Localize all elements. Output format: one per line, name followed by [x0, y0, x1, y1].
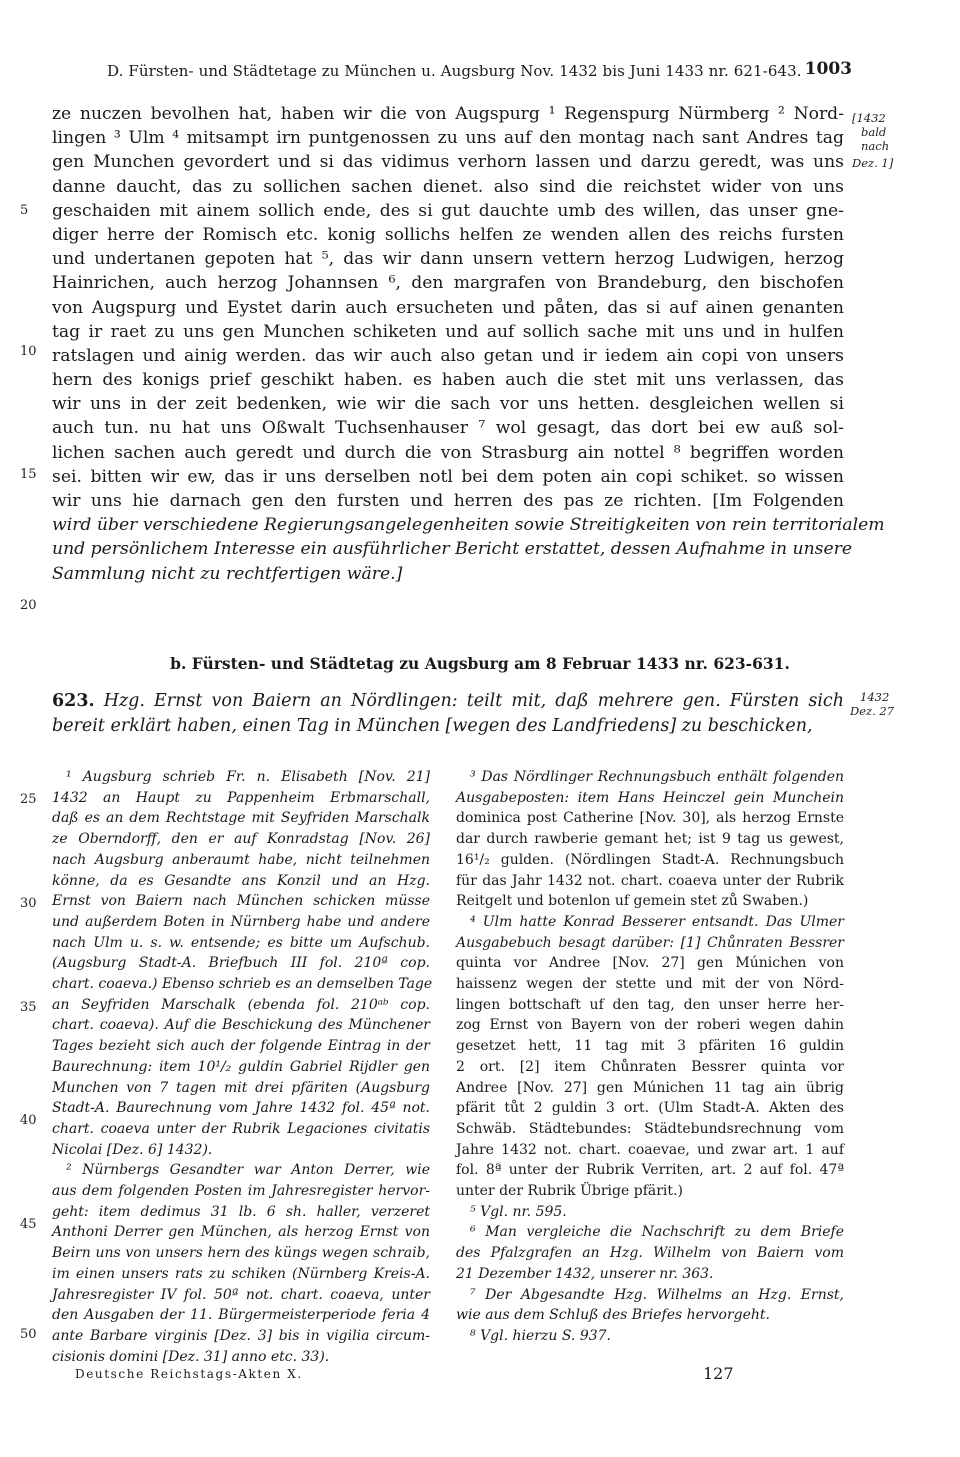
footnote-line: ze Oberndorff, den er auf Konradstag [Nov. 26]: [52, 831, 430, 848]
footnote-line: ⁸ Vgl. hierzu S. 937.: [470, 1327, 611, 1344]
footnote-line: im einen unsers rats zu schiken (Nürnberg Kreis-A.: [52, 1265, 430, 1282]
footnote-line: wie aus dem Schluß des Briefes hervorgeht.: [456, 1307, 771, 1324]
margin-note-line: nach: [861, 139, 890, 153]
footnote-line: und außerdem Boten in Nürnberg habe und andere: [52, 913, 430, 930]
margin-note-line: Dez. 27: [850, 704, 895, 718]
footnote-line: fol. 8ª unter der Rubrik Verriten, art. 2 auf fol. 47ª: [456, 1162, 844, 1179]
footnote-line: Ausgabebuch besagt darüber: [1] Chůnraten Bessrer: [456, 934, 844, 951]
margin-note-line: Dez. 1]: [852, 156, 894, 170]
regest-line: [52, 689, 844, 714]
footnote-line: nach Ulm u. s. w. entsende; es bitte um Aufschub.: [52, 934, 430, 951]
footnote-line: ⁶ Man vergleiche die Nachschrift zu dem Briefe: [470, 1224, 844, 1241]
footnote-line: geht: item dedimus 31 lb. 6 sh. haller, verzeret: [52, 1203, 430, 1220]
footnote-line: 1432 an Haupt zu Pappenheim Erbmarschall,: [52, 789, 430, 806]
main-text-line: und undertanen gepoten hat ⁵, das wir dann unsern vettern herzog Ludwigen, herzog: [52, 249, 844, 270]
regest-line: bereit erklärt haben, einen Tag in München [wegen des Landfriedens] zu beschicken,: [52, 715, 813, 736]
line-number-20: 20: [20, 598, 37, 613]
footnote-line: 21 Dezember 1432, unserer nr. 363.: [456, 1265, 714, 1282]
document-number: 623.: [52, 691, 95, 711]
main-text-line: sei. bitten wir ew, das ir uns derselben notl bei dem poten ain copi schiket. so wissen: [52, 466, 844, 487]
footnote-line: zog Ernst von Bayern von der roberi wegen dahin: [456, 1017, 844, 1034]
footnote-line: für das Jahr 1432 not. chart. coaeva unter der Rubrik: [456, 872, 844, 889]
main-text-line: gen Munchen gevordert und si das vidimus verhorn lassen und darzu geredt, was uns: [52, 152, 844, 173]
footnote-line: haissenz wegen der stette und mit der von Nörd-: [456, 976, 844, 993]
line-number-5: 5: [20, 203, 29, 218]
footnote-line: lingen bottschaft uf den tag, den unser herre her-: [456, 996, 844, 1013]
footnote-line: chart. coaeva unter der Rubrik Legaciones civitatis: [52, 1120, 430, 1137]
main-text-line: wir uns in der zeit bedenken, wie wir die sach vor uns hetten. desgleichen wellen si: [52, 394, 844, 415]
footnote-line: dar durch rawberie gemant het; ist 9 tag us gewest,: [456, 831, 844, 848]
main-text-line: tag ir raet zu uns gen Munchen schiketen und auf sollich sache mit uns und in hulfen: [52, 321, 844, 342]
line-number-25: 25: [20, 792, 37, 807]
footnote-line: (Augsburg Stadt-A. Briefbuch III fol. 210ª cop.: [52, 955, 430, 972]
main-text-line: und persönlichem Interesse ein ausführlicher Bericht erstattet, dessen Aufnahme in unsere: [52, 539, 853, 560]
signature-number: 127: [703, 1364, 734, 1383]
footnote-line: Jahre 1432 not. chart. coaevae, und zwar art. 1 auf: [456, 1141, 844, 1158]
main-text-line: Sammlung nicht zu rechtfertigen wäre.]: [52, 563, 403, 584]
running-title: D. Fürsten- und Städtetage zu München u. Augsburg Nov. 1432 bis Juni 1433 nr. 621-643.: [107, 62, 802, 80]
footnote-line: cisionis domini [Dez. 31] anno etc. 33).: [52, 1348, 330, 1365]
margin-note-line: 1432: [860, 690, 890, 704]
footnote-line: ¹ Augsburg schrieb Fr. n. Elisabeth [Nov. 21]: [66, 769, 430, 785]
footnote-line: ⁵ Vgl. nr. 595.: [470, 1203, 567, 1220]
section-heading: b. Fürsten- und Städtetag zu Augsburg am 8 Februar 1433 nr. 623-631.: [170, 654, 790, 673]
footnote-line: aus dem folgenden Posten im Jahresregister hervor-: [52, 1183, 430, 1200]
footnote-line: ³ Das Nördlinger Rechnungsbuch enthält folgenden: [470, 769, 844, 785]
footnote-line: Anthoni Derrer gen München, als herzog Ernst von: [52, 1224, 430, 1241]
footnote-line: Reitgelt und botenlon uf gemein stet zů Swaben.): [456, 893, 809, 910]
footnote-line: unter der Rubrik Übrige pfärit.): [456, 1183, 683, 1200]
footnote-line: ² Nürnbergs Gesandter war Anton Derrer, wie: [66, 1162, 430, 1179]
document-regest: [52, 689, 844, 738]
line-number-30: 30: [20, 896, 37, 911]
footnote-line: den Ausgaben der 11. Bürgermeisterperiode feria 4: [52, 1307, 430, 1324]
margin-date-note: [852, 111, 893, 170]
footnote-line: ⁷ Der Abgesandte Hzg. Wilhelms an Hzg. Ernst,: [470, 1286, 844, 1303]
main-text-line: wir uns hie darnach gen den fursten und herren des pas ze richten. [Im Folgenden: [52, 491, 844, 511]
footnote-line: daß es an dem Rechtstage mit Seyfriden Marschalk: [52, 810, 430, 827]
footnote-line: 16¹/₂ gulden. (Nördlingen Stadt-A. Rechnungsbuch: [456, 851, 844, 868]
margin-date-doc: [850, 690, 895, 718]
footnote-line: Munchen von 7 tagen mit drei pfäriten (Augsburg: [52, 1079, 430, 1096]
main-text-line: wird über verschiedene Regierungsangelegenheiten sowie Streitigkeiten von rein territorialem: [52, 515, 885, 536]
footnotes-left-column: [52, 767, 433, 1367]
line-number-10: 10: [20, 344, 37, 359]
footnote-line: nach Augsburg anberaumt habe, nicht teilnehmen: [52, 851, 430, 868]
footnote-line: ⁴ Ulm hatte Konrad Besserer entsandt. Das Ulmer: [470, 913, 844, 930]
footnote-line: Andree [Nov. 27] gen Múnichen 11 tag ain übrig: [456, 1079, 844, 1096]
line-number-45: 45: [20, 1217, 37, 1232]
main-text-line: geschaiden mit ainem sollich ende, des si gut dauchte umb des willen, das unser gne-: [52, 200, 844, 221]
regest-text: Hzg. Ernst von Baiern an Nördlingen: teilt mit, daß mehrere gen. Fürsten sich: [103, 691, 844, 711]
footnote-line: quinta vor Andree [Nov. 27] gen Múnichen von: [456, 955, 844, 972]
line-number-35: 35: [20, 1000, 37, 1015]
line-number-15: 15: [20, 467, 37, 482]
footnote-line: Nicolai [Dez. 6] 1432).: [52, 1141, 213, 1158]
series-title: Deutsche Reichstags-Akten X.: [75, 1367, 303, 1381]
footnote-line: 2 ort. [2] item Chůnraten Bessrer quinta vor: [456, 1058, 844, 1075]
footnote-line: Baurechnung: item 10¹/₂ guldin Gabriel Rijdler gen: [52, 1058, 430, 1075]
main-text-line: danne daucht, das zu sollichen sachen dienet. also sind die reichstet wider von uns: [52, 176, 844, 197]
footnote-line: Schwäb. Städtebundes: Städtebundsrechnung vom: [456, 1120, 844, 1137]
footnote-line: Stadt-A. Baurechnung vom Jahre 1432 fol. 45ª not.: [52, 1100, 430, 1117]
footnote-line: Jahresregister IV fol. 50ª not. chart. coaeva, unter: [52, 1286, 430, 1303]
footnote-line: Ernst von Baiern nach München schicken müsse: [52, 893, 430, 910]
main-text-line: diger herre der Romisch etc. konig sollichs helfen ze wenden allen des reichs fursten: [52, 224, 844, 245]
footnote-line: an Seyfriden Marschalk (ebenda fol. 210ᵃᵇ cop.: [52, 996, 430, 1013]
footnote-line: gesetzet hett, 11 tag mit 3 pfäriten 16 guldin: [456, 1038, 844, 1055]
footnote-line: Tages bezieht sich auch der folgende Eintrag in der: [52, 1038, 430, 1055]
footnote-line: ante Barbare virginis [Dez. 3] bis in vigilia circum-: [52, 1327, 430, 1344]
main-text-line: hern des konigs prief geschikt haben. es haben auch die stet mit uns verlassen, das: [52, 370, 844, 391]
main-text-line: lichen sachen auch geredt und durch die von Strasburg ain nottel ⁸ begriffen worden: [52, 442, 844, 463]
footnote-line: Ausgabeposten: item Hans Heinczel gein Munchein: [456, 789, 844, 806]
main-text-line: ratslagen und ainig werden. das wir auch also getan und ir iedem ain copi von unsers: [52, 345, 844, 366]
main-text-line: Hainrichen, auch herzog Johannsen ⁶, den margrafen von Brandeburg, den bischofen: [52, 273, 844, 294]
line-number-40: 40: [20, 1113, 37, 1128]
main-text-line: von Augspurg und Eystet darin auch ersucheten und påten, das si auf ainen genanten: [52, 297, 844, 318]
footnote-line: Beirn uns von unsers hern des küngs wegen schraib,: [52, 1245, 430, 1262]
footnote-line: des Pfalzgrafen an Hzg. Wilhelm von Baiern vom: [456, 1245, 844, 1262]
footnote-line: dominica post Catherine [Nov. 30], als herzog Ernste: [456, 810, 844, 827]
footnote-line: pfärit tůt 2 guldin 3 ort. (Ulm Stadt-A. Akten des: [456, 1100, 844, 1117]
main-text-line: auch tun. nu hat uns Oßwalt Tuchsenhauser ⁷ wol gesagt, das dort bei ew auß sol-: [52, 418, 844, 439]
main-text-line: ze nuczen bevolhen hat, haben wir die von Augspurg ¹ Regenspurg Nürmberg ² Nord-: [52, 104, 844, 124]
margin-note-line: [1432: [852, 111, 886, 125]
page-number: 1003: [804, 59, 852, 79]
line-number-50: 50: [20, 1327, 37, 1342]
main-text-line: lingen ³ Ulm ⁴ mitsampt irn puntgenossen zu uns auf den montag nach sant Andres tag: [52, 128, 844, 149]
footnote-line: chart. coaeva.) Ebenso schrieb es an demselben Tage: [52, 976, 433, 993]
footnotes-right-column: [456, 767, 844, 1347]
footnote-line: chart. coaeva). Auf die Beschickung des Münchener: [52, 1017, 430, 1034]
footnote-line: könne, da es Gesandte ans Konzil und an Hzg.: [52, 872, 430, 889]
margin-note-line: bald: [861, 125, 887, 139]
